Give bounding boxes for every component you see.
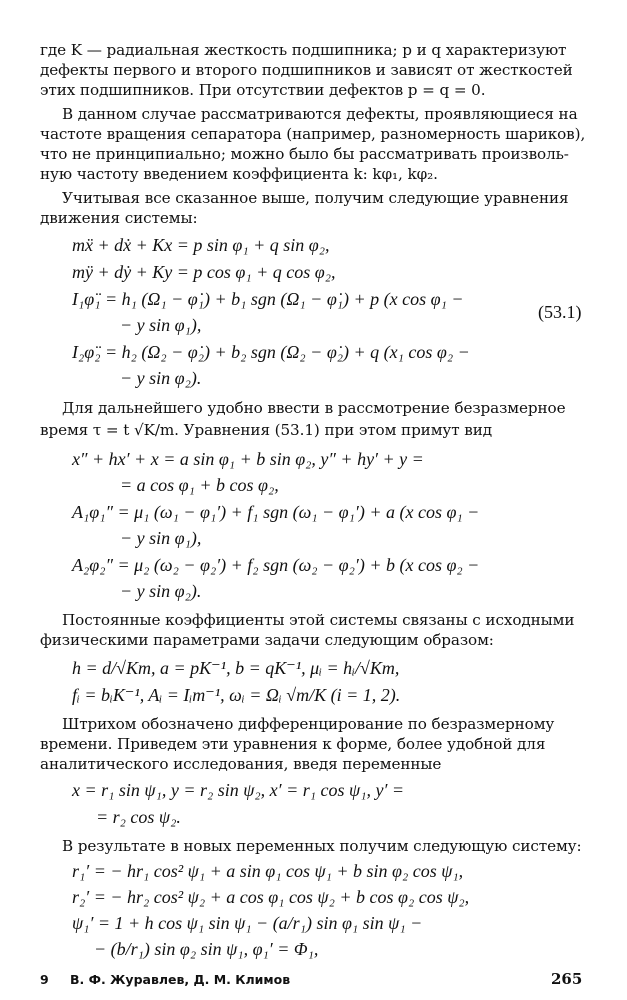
text-line: движения системы: [40,209,198,227]
text-line: что не принципиально; можно было бы рассматривать произволь- [40,145,569,163]
text-line: Штрихом обозначено дифференцирование по безразмерному [62,715,555,733]
equation-line: x = r₁ sin ψ₁, y = r₂ sin ψ₂, x′ = r₁ cos ψ₁, y′ = [72,780,405,800]
signature-mark: 9 [40,972,49,987]
text-line: аналитического исследования, введя переменные [40,755,442,773]
equation-line: mÿ + dẏ + Ky = p cos φ₁ + q cos φ₂, [72,262,336,282]
equation-line: = a cos φ₁ + b cos φ₂, [120,475,279,495]
equation-line: A₂φ₂″ = μ₂ (ω₂ − φ₂′) + f₂ sgn (ω₂ − φ₂′) + b (x cos φ₂ − [72,555,480,575]
text-line: дефекты первого и второго подшипников и зависят от жесткостей [40,61,573,79]
text-line: Постоянные коэффициенты этой системы связаны с исходными [62,611,575,629]
equation-line: x″ + hx′ + x = a sin φ₁ + b sin φ₂, y″ + hy′ + y = [72,449,424,469]
equation-line: r₁′ = − hr₁ cos² ψ₁ + a sin φ₁ cos ψ₁ + b sin φ₂ cos ψ₁, [72,861,464,881]
page-number: 265 [551,970,583,988]
text-line: Для дальнейшего удобно ввести в рассмотрение безразмерное [62,399,566,417]
equation-line: r₂′ = − hr₂ cos² ψ₂ + a cos φ₁ cos ψ₂ + b cos φ₂ cos ψ₂, [72,887,470,907]
text-line: этих подшипников. При отсутствии дефектов p = q = 0. [40,81,486,99]
text-line: ную частоту введением коэффициента k: kφ₁, kφ₂. [40,165,438,183]
equation-line: − y sin φ₁), [120,315,202,335]
text-line: время τ = t √K/m. Уравнения (53.1) при этом примут вид [40,421,493,439]
authors: В. Ф. Журавлев, Д. М. Климов [70,972,291,987]
equation-line: ψ₁′ = 1 + h cos ψ₁ sin ψ₁ − (a/r₁) sin φ₁ sin ψ₁ − [72,913,423,933]
equation-line: A₁φ₁″ = μ₁ (ω₁ − φ₁′) + f₁ sgn (ω₁ − φ₁′) + a (x cos φ₁ − [72,502,480,522]
equation-line: I₂φ̈₂ = h₂ (Ω₂ − φ̇₂) + b₂ sgn (Ω₂ − φ̇₂) + q (x₁ cos φ₂ − [72,342,470,362]
text-line: где K — радиальная жесткость подшипника; p и q характеризуют [40,41,567,59]
equation-line: − y sin φ₂). [120,368,202,388]
equation-line: − (b/r₁) sin φ₂ sin ψ₁, φ₁′ = Φ₁, [94,939,319,959]
equation-line: mẍ + dẋ + Kx = p sin φ₁ + q sin φ₂, [72,235,330,255]
text-line: В результате в новых переменных получим следующую систему: [62,837,582,855]
equation-line: − y sin φ₂). [120,581,202,601]
equation-line: = r₂ cos ψ₂. [96,807,181,827]
equation-line: h = d/√Km, a = pK⁻¹, b = qK⁻¹, μᵢ = hᵢ/√Km, [72,658,400,678]
equation-line: I₁φ̈₁ = h₁ (Ω₁ − φ̇₁) + b₁ sgn (Ω₁ − φ̇₁) + p (x cos φ₁ − [72,289,464,309]
text-line: времени. Приведем эти уравнения к форме, более удобной для [40,735,546,753]
equation-line: fᵢ = bᵢK⁻¹, Aᵢ = Iᵢm⁻¹, ωᵢ = Ωᵢ √m/K (i = 1, 2). [72,685,401,705]
text-line: В данном случае рассматриваются дефекты, проявляющиеся на [62,105,578,123]
equation-number: (53.1) [538,302,582,322]
text-line: частоте вращения сепаратора (например, разномерность шариков), [40,125,586,143]
text-line: Учитывая все сказанное выше, получим следующие уравнения [62,189,569,207]
equation-line: − y sin φ₁), [120,528,202,548]
text-line: физическими параметрами задачи следующим образом: [40,631,494,649]
